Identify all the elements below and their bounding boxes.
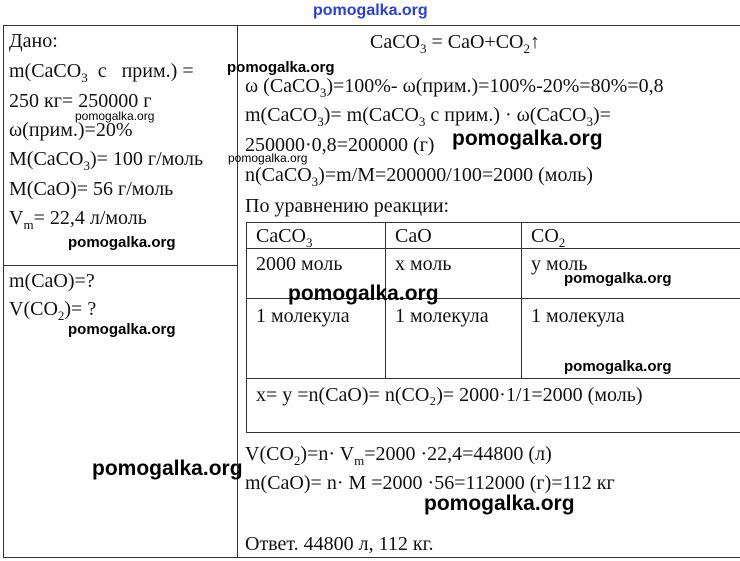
given-line-molar-volume: $V_m= 22,4$ л/моль: [9, 207, 147, 232]
frame-bottom: [3, 557, 740, 558]
watermark: pomogalka.org: [68, 321, 176, 338]
solution-line-moles: n(CaCO$_3$)=m/M=200000/100=2000 (моль): [245, 164, 593, 189]
frame-top: [3, 25, 740, 26]
solution-line-pure-mass-value: 250000·0,8=200000 (г): [245, 134, 435, 156]
given-line-molar-cao: M(CaO)= 56 г/моль: [9, 178, 174, 200]
watermark: pomogalka.org: [564, 358, 672, 375]
table-cell-molecules-cao: 1 молекула: [395, 305, 489, 327]
table-summary-row: x= y =n(CaO)= n(CO₂)= 2000·1/1=2000 (моль): [256, 384, 643, 406]
solution-line-mass-cao: m(CaO)= n· M =2000 ·56=112000 (г)=112 кг: [245, 472, 615, 494]
table-cell-moles-co2: y моль: [531, 253, 588, 275]
watermark: pomogalka.org: [92, 457, 243, 480]
frame-left: [3, 25, 4, 557]
watermark: pomogalka.org: [227, 59, 335, 76]
given-header: Дано:: [9, 30, 58, 52]
solution-line-volume-co2: $V(CO_2)=n\cdot V_m=2000 \cdot 22,4=44800$ (л): [245, 443, 552, 468]
watermark: pomogalka.org: [424, 492, 575, 515]
watermark: pomogalka.org: [288, 282, 439, 305]
table-header-caco3: CaCO$_3$: [256, 225, 313, 250]
given-line-mass-value: 250 кг= 250000 г: [9, 90, 152, 112]
table-header-co2: $CO_2$: [531, 225, 566, 250]
watermark: pomogalka.org: [228, 151, 308, 165]
given-find-divider: [3, 265, 237, 266]
watermark-top: pomogalka.org: [313, 2, 428, 19]
reaction-equation: CaCO$_3$ = $CaO+CO_2↑$: [370, 31, 541, 56]
table-cell-molecules-co2: 1 молекула: [531, 305, 625, 327]
given-line-impurity: ω(прим.)=20%: [9, 119, 133, 141]
table-cell-molecules-caco3: 1 молекула: [256, 305, 350, 327]
find-line-volume-co2: $V(CO_2)=$ ?: [9, 298, 97, 323]
given-line-molar-caco3: M(CaCO$_3$)= 100 г/моль: [9, 148, 204, 173]
solution-line-by-equation: По уравнению реакции:: [245, 195, 450, 217]
table-header-cao: CaO: [395, 225, 432, 247]
watermark: pomogalka.org: [564, 270, 672, 287]
given-line-mass-impure: m(CaCO$_3$ с прим.) =: [9, 60, 194, 85]
watermark: pomogalka.org: [68, 234, 176, 251]
answer-line: Ответ. 44800 л, 112 кг.: [245, 533, 434, 555]
find-line-mass-cao: m(CaO)=?: [9, 270, 95, 292]
table-cell-moles-cao: x моль: [395, 253, 452, 275]
solution-line-purity: ω (CaCO$_3$)=100%- ω(прим.)=100%-20%=80%=0,8: [245, 75, 664, 100]
solution-line-pure-mass: m(CaCO$_3$)= m(CaCO$_3$ с прим.) · ω(CaCO$_3$)=: [245, 104, 611, 129]
watermark: pomogalka.org: [452, 127, 603, 150]
table-cell-moles-caco3: 2000 моль: [256, 253, 343, 275]
watermark: pomogalka.org: [75, 109, 155, 123]
